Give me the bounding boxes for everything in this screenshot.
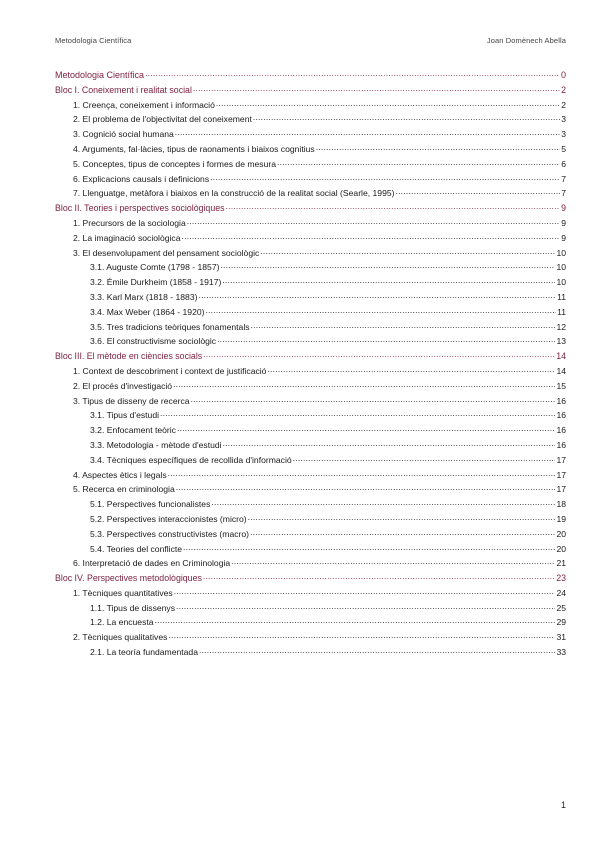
toc-entry[interactable]	[55, 542, 566, 557]
toc-leader-dots	[183, 542, 555, 552]
toc-entry-page: 3	[561, 129, 566, 140]
toc-leader-dots	[176, 601, 555, 611]
toc-entry[interactable]	[55, 246, 566, 261]
toc-leader-dots	[267, 364, 555, 374]
toc-entry[interactable]	[55, 630, 566, 645]
toc-leader-dots	[193, 83, 560, 93]
toc-leader-dots	[217, 334, 555, 344]
toc-entry-title: 5.2. Perspectives interaccionistes (micro)	[90, 513, 247, 524]
toc-entry[interactable]	[55, 438, 566, 453]
toc-entry[interactable]	[55, 320, 566, 335]
toc-leader-dots	[231, 556, 555, 566]
toc-leader-dots	[199, 645, 555, 655]
toc-entry-title: 3.3. Karl Marx (1818 - 1883)	[90, 291, 198, 302]
toc-entry[interactable]	[55, 275, 566, 290]
toc-leader-dots	[396, 186, 561, 196]
toc-entry-page: 17	[556, 454, 566, 465]
toc-entry-page: 14	[556, 365, 566, 376]
toc-leader-dots	[174, 586, 556, 596]
toc-leader-dots	[145, 68, 560, 78]
toc-entry-title: 1.1. Tipus de dissenys	[90, 602, 176, 613]
toc-entry-page: 12	[556, 321, 566, 332]
toc-entry[interactable]	[55, 512, 566, 527]
toc-entry-title: 3. Tipus de disseny de recerca	[73, 395, 190, 406]
toc-entry[interactable]	[55, 290, 566, 305]
toc-leader-dots	[182, 231, 561, 241]
toc-entry-page: 17	[556, 469, 566, 480]
toc-entry-page: 15	[556, 380, 566, 391]
toc-entry-title: Bloc I. Coneixement i realitat social	[55, 84, 192, 95]
toc-entry-page: 20	[556, 543, 566, 554]
toc-entry-title: 1. Context de descobriment i context de justificació	[73, 365, 267, 376]
toc-entry-title: 2.1. La teoría fundamentada	[90, 647, 198, 658]
toc-entry[interactable]	[55, 260, 566, 275]
toc-entry-title: 6. Interpretació de dades en Criminologia	[73, 558, 231, 569]
toc-entry-page: 0	[560, 70, 566, 80]
toc-entry-page: 6	[561, 158, 566, 169]
toc-entry[interactable]	[55, 216, 566, 231]
toc-entry-page: 14	[556, 351, 566, 362]
toc-entry-title: 5. Recerca en criminologia	[73, 484, 175, 495]
toc-entry-title: 2. El problema de l'objectivitat del coneixement	[73, 114, 252, 125]
toc-entry-title: 3.1. Auguste Comte (1798 - 1857)	[90, 262, 220, 273]
toc-entry-page: 16	[556, 410, 566, 421]
toc-entry[interactable]	[55, 482, 566, 497]
toc-entry-page: 29	[556, 617, 566, 628]
toc-leader-dots	[260, 246, 555, 256]
toc-leader-dots	[316, 142, 561, 152]
toc-entry[interactable]	[55, 601, 566, 616]
toc-leader-dots	[253, 112, 560, 122]
toc-entry-page: 3	[561, 114, 566, 125]
toc-entry[interactable]	[55, 556, 566, 571]
toc-leader-dots	[203, 349, 555, 359]
toc-entry-page: 19	[556, 513, 566, 524]
toc-entry[interactable]	[55, 334, 566, 349]
toc-entry-title: 3. El desenvolupament del pensament sociològic	[73, 247, 260, 258]
toc-leader-dots	[191, 394, 556, 404]
toc-leader-dots	[220, 260, 555, 270]
toc-entry-title: 2. Tècniques qualitatives	[73, 632, 168, 643]
toc-entry-title: 3.3. Metodologia - mètode d'estudi	[90, 439, 222, 450]
toc-entry-title: 1.2. La encuesta	[90, 617, 154, 628]
toc-entry[interactable]	[55, 186, 566, 201]
toc-entry-page: 20	[556, 528, 566, 539]
toc-entry[interactable]	[55, 157, 566, 172]
toc-entry[interactable]	[55, 468, 566, 483]
toc-entry[interactable]	[55, 408, 566, 423]
toc-entry-title: 3.4. Tècniques específiques de recollida d'informació	[90, 454, 292, 465]
toc-entry-title: 4. Aspectes ètics i legals	[73, 469, 167, 480]
toc-entry-title: 2. La imaginació sociològica	[73, 232, 181, 243]
header-doc-title: Metodologia Científica	[55, 36, 132, 45]
toc-leader-dots	[222, 275, 555, 285]
toc-entry-page: 17	[556, 484, 566, 495]
toc-entry-title: 3.5. Tres tradicions teòriques fonamentals	[90, 321, 250, 332]
header-author: Joan Domènech Abella	[486, 36, 566, 45]
toc-entry[interactable]	[55, 423, 566, 438]
toc-entry-page: 16	[556, 425, 566, 436]
toc-entry-title: Metodologia Científica	[55, 70, 145, 80]
toc-entry-page: 11	[557, 291, 566, 302]
toc-entry[interactable]	[55, 571, 566, 586]
toc-entry-title: 7. Llenguatge, metàfora i biaixos en la construcció de la realitat social (Searle, 1995)	[73, 188, 395, 199]
toc-entry-title: 2. El procés d'investigació	[73, 380, 173, 391]
toc-leader-dots	[175, 127, 560, 137]
toc-entry-page: 9	[561, 217, 566, 228]
toc-entry[interactable]	[55, 83, 566, 98]
toc-entry-page: 5	[561, 143, 566, 154]
toc-entry-page: 2	[561, 84, 566, 95]
toc-leader-dots	[223, 438, 556, 448]
toc-entry-page: 10	[556, 277, 566, 288]
toc-leader-dots	[226, 201, 561, 211]
toc-leader-dots	[168, 468, 556, 478]
toc-entry[interactable]	[55, 364, 566, 379]
toc-leader-dots	[211, 497, 555, 507]
toc-entry-page: 23	[556, 573, 566, 584]
toc-entry[interactable]	[55, 68, 566, 83]
toc-entry-title: 5.3. Perspectives constructivistes (macro)	[90, 528, 250, 539]
toc-entry[interactable]	[55, 112, 566, 127]
toc-leader-dots	[160, 408, 555, 418]
toc-entry[interactable]	[55, 497, 566, 512]
toc-leader-dots	[177, 423, 555, 433]
toc-entry-title: 6. Explicacions causals i definicions	[73, 173, 210, 184]
toc-entry[interactable]	[55, 172, 566, 187]
toc-entry-page: 21	[556, 558, 566, 569]
toc-leader-dots	[250, 527, 555, 537]
table-of-contents	[55, 68, 566, 660]
toc-entry-title: Bloc IV. Perspectives metodològiques	[55, 573, 202, 584]
toc-entry-page: 24	[556, 587, 566, 598]
toc-leader-dots	[176, 482, 556, 492]
toc-entry[interactable]	[55, 349, 566, 364]
toc-entry-page: 13	[556, 336, 566, 347]
toc-leader-dots	[205, 305, 556, 315]
toc-entry-page: 33	[556, 647, 566, 658]
toc-entry-title: 1. Tècniques quantitatives	[73, 587, 173, 598]
toc-entry-page: 25	[556, 602, 566, 613]
toc-entry[interactable]	[55, 231, 566, 246]
toc-entry-title: 4. Arguments, fal·làcies, tipus de raonaments i biaixos cognitius	[73, 143, 315, 154]
toc-entry[interactable]	[55, 527, 566, 542]
toc-entry-title: 5.4. Teories del conflicte	[90, 543, 183, 554]
toc-leader-dots	[155, 615, 556, 625]
toc-leader-dots	[277, 157, 560, 167]
toc-entry-page: 9	[561, 203, 566, 214]
toc-entry-page: 10	[556, 262, 566, 273]
toc-entry-page: 10	[556, 247, 566, 258]
toc-entry-title: 1. Creença, coneixement i informació	[73, 99, 215, 110]
toc-entry-title: 1. Precursors de la sociologia	[73, 217, 186, 228]
toc-leader-dots	[210, 172, 560, 182]
toc-entry-page: 16	[556, 395, 566, 406]
toc-entry[interactable]	[55, 127, 566, 142]
toc-entry-title: 5.1. Perspectives funcionalistes	[90, 499, 211, 510]
toc-entry-page: 7	[561, 173, 566, 184]
toc-leader-dots	[173, 379, 555, 389]
toc-entry-page: 16	[556, 439, 566, 450]
toc-entry-page: 18	[556, 499, 566, 510]
toc-entry[interactable]	[55, 98, 566, 113]
toc-entry[interactable]	[55, 645, 566, 660]
toc-leader-dots	[248, 512, 556, 522]
toc-entry-title: 3.1. Tipus d'estudi	[90, 410, 160, 421]
toc-entry-title: Bloc III. El mètode en ciències socials	[55, 351, 203, 362]
toc-entry-title: 3.4. Max Weber (1864 - 1920)	[90, 306, 205, 317]
toc-entry-title: Bloc II. Teories i perspectives sociològiques	[55, 203, 225, 214]
toc-entry-page: 9	[561, 232, 566, 243]
toc-entry-title: 3.2. Enfocament teòric	[90, 425, 176, 436]
toc-leader-dots	[293, 453, 556, 463]
toc-entry-title: 5. Conceptes, tipus de conceptes i formes de mesura	[73, 158, 277, 169]
toc-leader-dots	[168, 630, 555, 640]
toc-entry-title: 3.2. Émile Durkheim (1858 - 1917)	[90, 277, 222, 288]
toc-entry-page: 2	[561, 99, 566, 110]
toc-leader-dots	[203, 571, 555, 581]
toc-entry[interactable]	[55, 453, 566, 468]
toc-entry-page: 7	[561, 188, 566, 199]
toc-entry[interactable]	[55, 201, 566, 216]
toc-entry[interactable]	[55, 394, 566, 409]
toc-entry[interactable]	[55, 142, 566, 157]
toc-leader-dots	[187, 216, 560, 226]
toc-entry-page: 31	[556, 632, 566, 643]
page-number: 1	[560, 800, 566, 810]
toc-leader-dots	[251, 320, 556, 330]
toc-entry-title: 3.6. El constructivisme sociològic	[90, 336, 217, 347]
toc-entry[interactable]	[55, 615, 566, 630]
toc-leader-dots	[198, 290, 556, 300]
toc-entry-page: 11	[557, 306, 566, 317]
toc-entry[interactable]	[55, 305, 566, 320]
toc-entry[interactable]	[55, 379, 566, 394]
toc-entry-title: 3. Cognició social humana	[73, 129, 174, 140]
toc-entry[interactable]	[55, 586, 566, 601]
toc-leader-dots	[216, 98, 560, 108]
